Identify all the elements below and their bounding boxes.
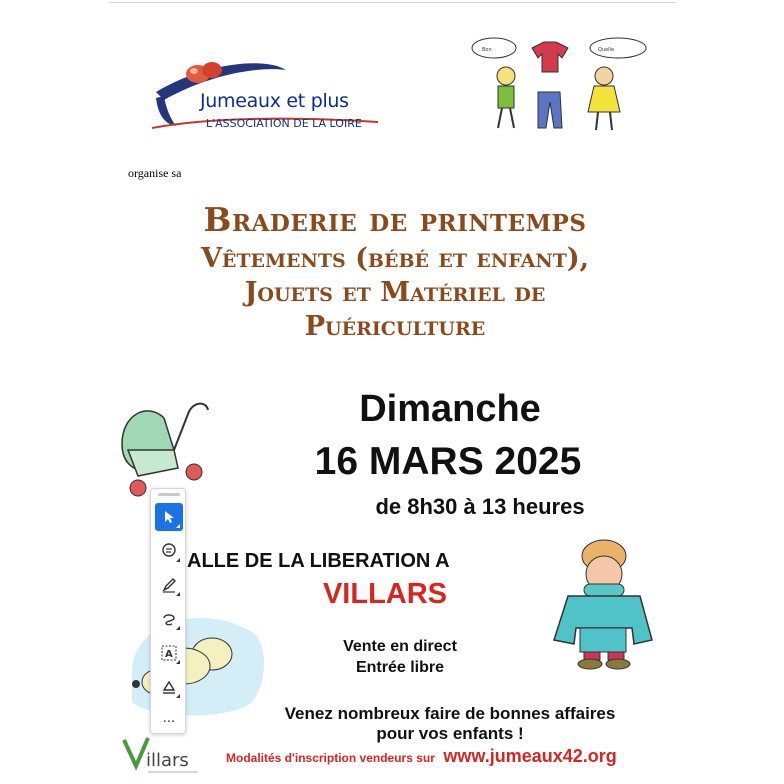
event-address: ALLE DE LA LIBERATION A — [187, 550, 450, 572]
title-line-4: Puériculture — [304, 311, 486, 342]
entry-info: Entrée libre — [355, 659, 445, 676]
svg-text:illars: illars — [146, 750, 189, 771]
chevron-down-icon — [176, 694, 180, 698]
logo-subtitle: L'ASSOCIATION DE LA LOIRE — [206, 117, 362, 130]
more-tools-button[interactable] — [155, 705, 183, 733]
event-hours: de 8h30 à 13 heures — [375, 494, 585, 519]
text-select-tool-button[interactable] — [155, 639, 183, 667]
chevron-down-icon — [176, 592, 180, 596]
cta-line-1: Venez nombreux faire de bonnes affaires — [284, 704, 616, 723]
stamp-tool-button[interactable] — [155, 673, 183, 701]
cta-line-2: pour vos enfants ! — [376, 724, 524, 743]
annotation-toolbar[interactable] — [150, 488, 186, 734]
more-label: ... — [162, 711, 176, 726]
chevron-down-icon — [176, 558, 180, 562]
title-line-2: Vêtements (bébé et enfant), — [200, 243, 590, 274]
title-line-1: Braderie de printemps — [203, 200, 587, 239]
lasso-tool-button[interactable] — [155, 605, 183, 633]
event-city: VILLARS — [322, 578, 448, 610]
top-divider — [110, 2, 676, 3]
select-tool-button[interactable] — [155, 503, 183, 531]
kid-in-coat-illustration — [538, 534, 668, 670]
title-line-3: Jouets et Matériel de — [244, 277, 546, 308]
website-link[interactable]: www.jumeaux42.org — [443, 746, 617, 766]
svg-text:Quelle: Quelle — [598, 47, 615, 53]
comment-tool-button[interactable] — [155, 537, 183, 565]
sale-info: Vente en direct — [343, 638, 457, 655]
event-date: 16 MARS 2025 — [314, 440, 582, 483]
svg-text:A: A — [165, 649, 173, 660]
event-title — [100, 198, 690, 344]
chevron-down-icon — [176, 626, 180, 630]
toolbar-drag-handle[interactable] — [158, 493, 180, 496]
footer — [226, 746, 617, 767]
chevron-down-icon — [176, 660, 180, 664]
footer-label: Modalités d'inscription vendeurs sur — [226, 751, 435, 765]
intro-text: organise sa — [128, 166, 182, 180]
pen-tool-button[interactable] — [155, 571, 183, 599]
kids-clothes-illustration — [458, 36, 654, 136]
logo-name: Jumeaux et plus — [200, 90, 349, 112]
chevron-down-icon — [176, 524, 180, 528]
villars-logo — [120, 736, 204, 782]
teddy-bear-illustration — [122, 602, 268, 720]
event-day: Dimanche — [359, 388, 541, 430]
stroller-illustration — [118, 394, 218, 500]
svg-text:Bon: Bon — [482, 47, 492, 53]
